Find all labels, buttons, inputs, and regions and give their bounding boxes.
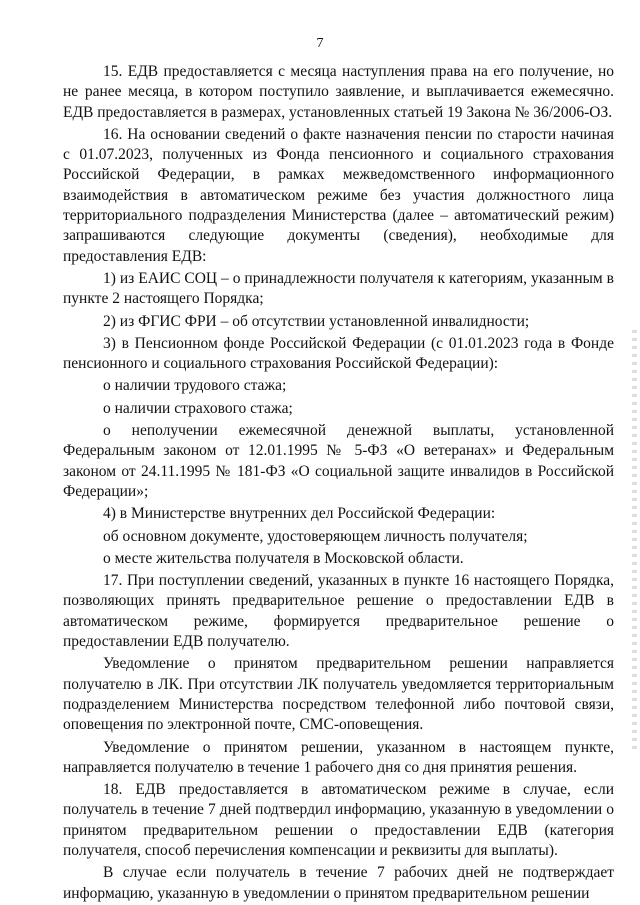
- paragraph-17: 17. При поступлении сведений, указанных в пункте 16 настоящего Порядка, позволяющих принять предварительное решение о предоставлении ЕДВ в автоматическом режиме, формируется предварительное решение о предоставлении ЕДВ получателю.: [63, 572, 614, 651]
- page-number: 7: [316, 36, 324, 51]
- paragraph-18: 18. ЕДВ предоставляется в автоматическом режиме в случае, если получатель в течение 7 дней подтвердил информацию, указанную в уведомлении о принятом предварительном решении о предоставлении ЕДВ (категория получателя, способ перечисления компенсации и реквизиты для выплаты).: [63, 781, 614, 859]
- sub-item-identity-document: об основном документе, удостоверяющем личность получателя;: [103, 527, 528, 545]
- paragraph-15: 15. ЕДВ предоставляется с месяца наступления права на его получение, но не ранее месяца, в котором поступило заявление, и выплачивается ежемесячно. ЕДВ предоставляется в размерах, установленных статьей 19 Закона № 36/2006-ОЗ.: [63, 63, 614, 121]
- paragraph-notification-preliminary: Уведомление о принятом предварительном решении направляется получателю в ЛК. При отсутствии ЛК получатель уведомляется территориальным подразделением Министерства посредством телефонной либо почтовой связи, оповещения по электронной почте, СМС-оповещения.: [63, 655, 614, 734]
- scan-margin-mark: [632, 330, 637, 750]
- paragraph-notification-decision: Уведомление о принятом решении, указанном в настоящем пункте, направляется получателю в течение 1 рабочего дня со дня принятия решения.: [63, 738, 614, 776]
- list-item-1: 1) из ЕАИС СОЦ – о принадлежности получателя к категориям, указанным в пункте 2 настоящего Порядка;: [63, 269, 614, 308]
- document-body: [63, 62, 614, 904]
- list-item-4: 4) в Министерстве внутренних дел Российской Федерации:: [103, 505, 496, 523]
- paragraph-16: 16. На основании сведений о факте назначения пенсии по старости начиная с 01.07.2023, полученных из Фонда пенсионного и социального страхования Российской Федерации, в рамках межведомственного информационного взаимодействия в автоматическом режиме без участия должностного лица территориального подразделения Министерства (далее – автоматический режим) запрашиваются следующие документы (сведения), необходимые для предоставления ЕДВ:: [63, 125, 614, 265]
- list-item-3: 3) в Пенсионном фонде Российской Федерации (с 01.01.2023 года в Фонде пенсионного и социального страхования Российской Федерации):: [63, 334, 614, 373]
- sub-item-work-experience: о наличии трудового стажа;: [103, 377, 287, 395]
- sub-item-insurance-experience: о наличии страхового стажа;: [103, 399, 293, 417]
- sub-item-non-receipt: о неполучении ежемесячной денежной выплаты, установленной Федеральным законом от 12.01.1995 № 5-ФЗ «О ветеранах» и Федеральным законом от 24.11.1995 № 181-ФЗ «О социальной защите инвалидов в Российской Федерации»;: [63, 422, 614, 500]
- list-item-2: 2) из ФГИС ФРИ – об отсутствии установленной инвалидности;: [103, 312, 530, 330]
- sub-item-residence: о месте жительства получателя в Московской области.: [103, 549, 464, 567]
- paragraph-18-continuation: В случае если получатель в течение 7 рабочих дней не подтверждает информацию, указанную в уведомлении о принятом предварительном решении: [63, 864, 614, 902]
